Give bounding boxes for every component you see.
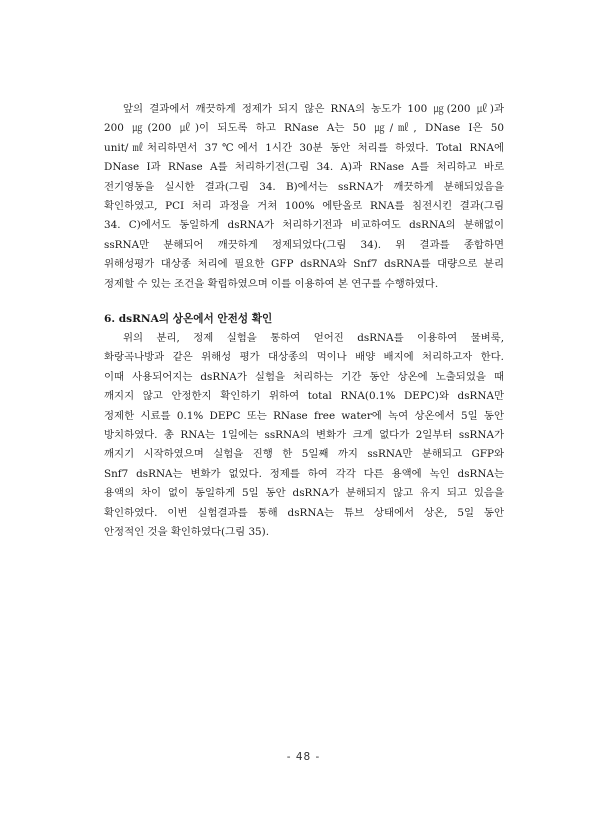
paragraph-line: 깨지기 시작하였으며 실험을 진행 한 5일째 까지 ssRNA만 분해되고 GFP와 [104, 448, 504, 461]
paragraph-line: 깨지지 않고 안정한지 확인하기 위하여 total RNA(0.1% DEPC)와 dsRNA만 [104, 390, 504, 403]
paragraph-line: 34. C)에서도 동일하게 dsRNA가 처리하기전과 비교하여도 dsRNA의 분해없이 [104, 219, 504, 232]
page-number: - 48 - [286, 751, 321, 763]
section-heading: 6. dsRNA의 상온에서 안전성 확인 [104, 313, 273, 325]
paragraph-dsrna-stability [104, 329, 504, 542]
paragraph-line: 확인하였다. 이번 실험결과를 통해 dsRNA는 튜브 상태에서 상온, 5일 동안 [104, 506, 504, 519]
paragraph-line: 정제한 시료를 0.1% DEPC 또는 RNase free water에 녹여 상온에서 5일 동안 [104, 409, 504, 422]
paragraph-line: 200 ㎍(200 ㎕)이 되도록 하고 RNase A는 50 ㎍/㎖, DNase I은 50 [104, 122, 504, 135]
paragraph-line: DNase I과 RNase A를 처리하기전(그림 34. A)과 RNase A를 처리하고 바로 [104, 161, 504, 174]
paragraph-line: unit/㎖처리하면서 37℃에서 1시간 30분 동안 처리를 하였다. Total RNA에 [104, 141, 504, 154]
paragraph-line: 위해성평가 대상종 처리에 필요한 GFP dsRNA와 Snf7 dsRNA를 대량으로 분리 [104, 258, 504, 271]
paragraph-line: 방치하였다. 총 RNA는 1일에는 ssRNA의 변화가 크게 없다가 2일부터 ssRNA가 [104, 428, 504, 441]
paragraph-line: 이때 사용되어지는 dsRNA가 실험을 처리하는 기간 동안 상온에 노출되었을 때 [104, 370, 504, 383]
paragraph-rna-purification [104, 100, 504, 294]
paragraph-line: 확인하였고, PCI 처리 과정을 거쳐 100% 에탄올로 RNA를 침전시킨 결과(그림 [104, 199, 504, 212]
paragraph-line: 용액의 차이 없이 동일하게 5일 동안 dsRNA가 분해되지 않고 유지 되고 있음을 [104, 487, 504, 500]
paragraph-line: 앞의 결과에서 깨끗하게 정제가 되지 않은 RNA의 농도가 100 ㎍(200 ㎕)과 [123, 103, 504, 115]
paragraph-line: 안정적인 것을 확인하였다(그림 35). [104, 525, 270, 538]
paragraph-line: ssRNA만 분해되어 깨끗하게 정제되었다(그림 34). 위 결과를 종합하면 [104, 238, 504, 251]
paragraph-line: 위의 분리, 정제 실험을 통하여 얻어진 dsRNA를 이용하여 물벼룩, [123, 332, 504, 344]
paragraph-line: Snf7 dsRNA는 변화가 없었다. 정제를 하여 각각 다른 용액에 녹인 dsRNA는 [104, 467, 504, 480]
paragraph-line: 전기영동을 실시한 결과(그림 34. B)에서는 ssRNA가 깨끗하게 분해되었음을 [104, 180, 504, 193]
paragraph-line: 정제할 수 있는 조건을 확립하였으며 이를 이용하여 본 연구를 수행하였다. [104, 277, 439, 290]
paragraph-line: 화랑곡나방과 같은 위해성 평가 대상종의 먹이나 배양 배지에 처리하고자 한다. [104, 351, 504, 364]
